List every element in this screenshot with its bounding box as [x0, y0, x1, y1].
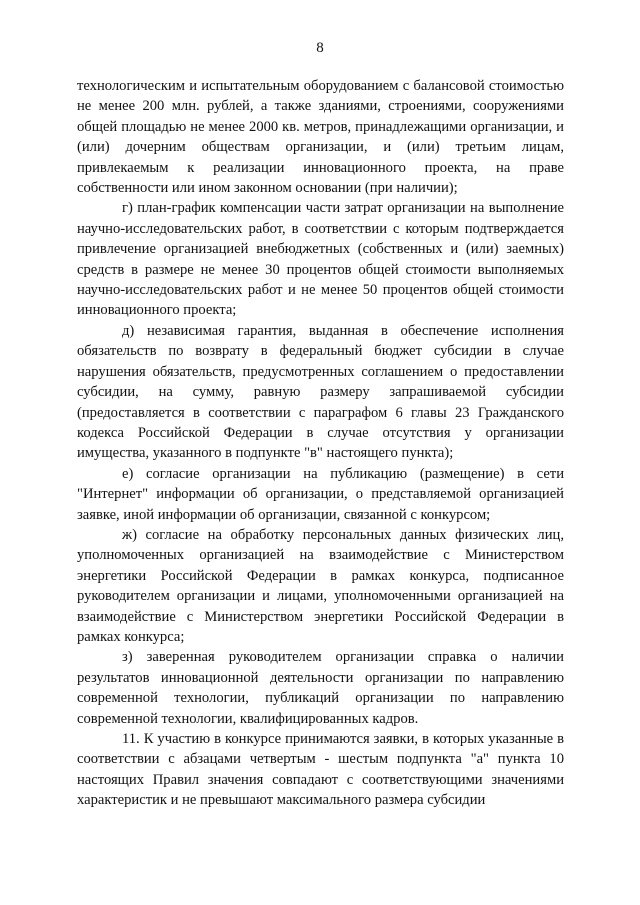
paragraph-item-z: з) заверенная руководителем организации справка о наличии результатов инновационной деятельности организации по направлению современной технологии, публикаций организации по направлению современной технологии, квалифицированных кадров.: [77, 649, 564, 727]
document-body: [77, 76, 564, 811]
paragraph-item-d: д) независимая гарантия, выданная в обеспечение исполнения обязательств по возврату в федеральный бюджет субсидии в случае нарушения обязательств, предусмотренных соглашением о предоставлении субсидии, на сумму, равную размеру запрашиваемой субсидии (предоставляется в соответствии с параграфом 6 главы 23 Гражданского кодекса Российской Федерации в случае отсутствия у организации имущества, указанного в подпункте "в" настоящего пункта);: [77, 322, 564, 462]
page-number: 8: [316, 40, 324, 56]
paragraph-item-g: г) план-график компенсации части затрат организации на выполнение научно-исследовательских работ, в соответствии с которым подтверждается привлечение организацией внебюджетных (собственных и (или) заемных) средств в размере не менее 30 процентов общей стоимости выполняемых научно-исследовательских работ и не менее 50 процентов общей стоимости инновационного проекта;: [77, 200, 564, 319]
paragraph-point-11: 11. К участию в конкурсе принимаются заявки, в которых указанные в соответствии с абзацами четвертым - шестым подпункта "а" пункта 10 настоящих Правил значения совпадают с соответствующими значениями характеристик и не превышают максимального размера субсидии: [77, 731, 564, 809]
paragraph-continuation: технологическим и испытательным оборудованием с балансовой стоимостью не менее 200 млн. рублей, а также зданиями, строениями, сооружениями общей площадью не менее 2000 кв. метров, принадлежащими организации, и (или) дочерним обществам организации, и (или) третьим лицам, привлекаемым к реализации инновационного проекта, на праве собственности или ином законном основании (при наличии);: [77, 78, 564, 197]
paragraph-item-zh: ж) согласие на обработку персональных данных физических лиц, уполномоченных организацией на взаимодействие с Министерством энергетики Российской Федерации в рамках конкурса, подписанное руководителем организации и лицами, уполномоченными организацией на взаимодействие с Министерством энергетики Российской Федерации в рамках конкурса;: [77, 526, 564, 645]
paragraph-item-e: е) согласие организации на публикацию (размещение) в сети "Интернет" информации об организации, о представляемой организацией заявке, иной информации об организации, связанной с конкурсом;: [77, 465, 564, 523]
